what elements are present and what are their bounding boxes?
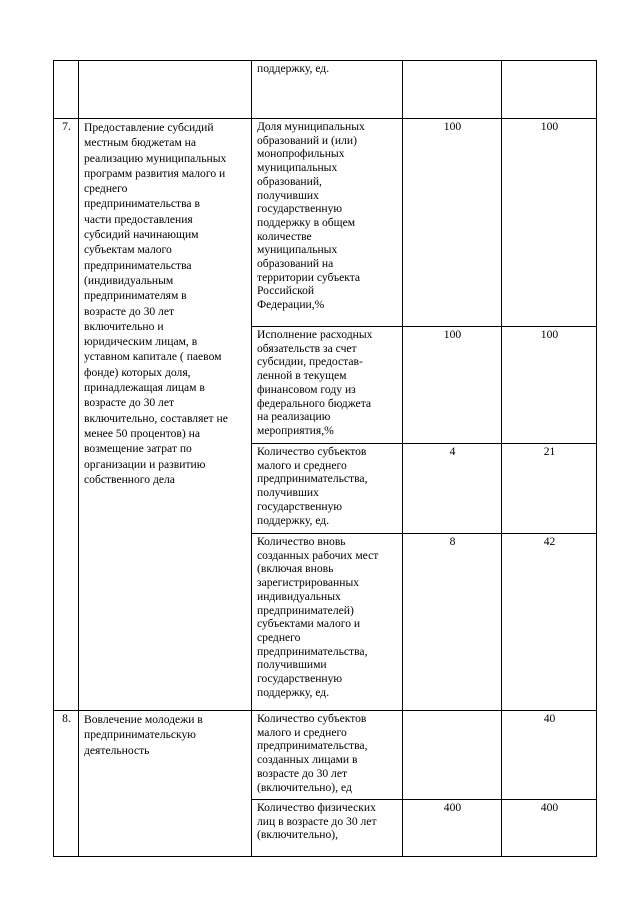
indicator-name: Доля муниципальных образований и (или) монопрофильных муниципальных образований, получивших государственную поддержку в общем количестве муниципальных образований на территории субъекта Российской Федерации,%: [252, 119, 403, 327]
indicator-value-1: 100: [403, 119, 502, 327]
activity-description: Предоставление субсидий местным бюджетам на реализацию муниципальных программ развития малого и среднего предпринимательства в части предоставления субсидий начинающим субъектам малого предпринимательства (индивидуальным предпринимателям в возрасте до 30 лет включительно и юридическим лицам, в уставном капитале ( паевом фонде) которых доля, принадлежащая лицам в возрасте до 30 лет включительно, составляет не менее 50 процентов) на возмещение затрат по организации и развитию собственного дела: [79, 119, 252, 711]
indicator-value-1: 400: [403, 800, 502, 857]
indicator-value-1: [403, 61, 502, 119]
row-number: 8.: [54, 711, 79, 857]
indicator-value-2: 400: [502, 800, 597, 857]
indicator-value-1: [403, 711, 502, 800]
table-row: [54, 711, 597, 800]
indicator-value-2: [502, 61, 597, 119]
indicator-value-2: 40: [502, 711, 597, 800]
row-number: [54, 61, 79, 119]
indicator-value-2: 100: [502, 119, 597, 327]
indicator-value-1: 4: [403, 444, 502, 534]
indicator-value-1: 8: [403, 534, 502, 711]
indicator-value-2: 100: [502, 327, 597, 444]
indicator-name: Исполнение расходных обязательств за счет субсидии, предостав- ленной в текущем финансовом году из федерального бюджета на реализацию мероприятия,%: [252, 327, 403, 444]
table-row: [54, 61, 597, 119]
indicator-name: Количество субъектов малого и среднего предпринимательства, созданных лицами в возрасте до 30 лет (включительно), ед: [252, 711, 403, 800]
activity-description: [79, 61, 252, 119]
indicator-name: Количество вновь созданных рабочих мест (включая вновь зарегистрированных индивидуальных предпринимателей) субъектами малого и среднего предпринимательства, получившими государственную поддержку, ед.: [252, 534, 403, 711]
table-row: [54, 119, 597, 327]
indicator-value-2: 42: [502, 534, 597, 711]
indicator-name: Количество физических лиц в возрасте до 30 лет (включительно),: [252, 800, 403, 857]
indicator-value-2: 21: [502, 444, 597, 534]
indicator-name: поддержку, ед.: [252, 61, 403, 119]
indicator-name: Количество субъектов малого и среднего предпринимательства, получивших государственную поддержку, ед.: [252, 444, 403, 534]
indicators-table: [53, 60, 597, 857]
activity-description: Вовлечение молодежи в предпринимательскую деятельность: [79, 711, 252, 857]
indicator-value-1: 100: [403, 327, 502, 444]
row-number: 7.: [54, 119, 79, 711]
